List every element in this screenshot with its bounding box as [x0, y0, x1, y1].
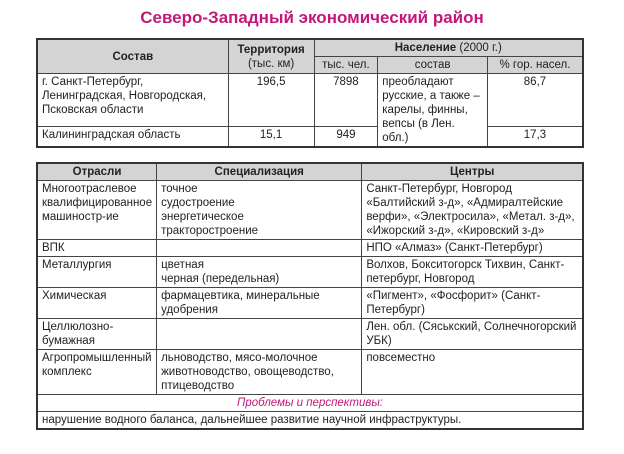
spec-line: тракторостроение [161, 225, 259, 237]
table-row [37, 74, 583, 127]
centers-cell: повсеместно [362, 350, 583, 395]
spec-line: судостроение [161, 197, 235, 209]
header-territory-unit: (тыс. км) [247, 57, 295, 70]
spec-cell: фармацевтика, минеральные удобрения [157, 288, 362, 319]
row-population: 949 [314, 126, 378, 147]
spec-cell [157, 319, 362, 350]
header-population-label: Население [394, 42, 457, 54]
page-title: Северо-Западный экономический район [140, 8, 484, 27]
branch-cell: Металлургия [37, 257, 157, 288]
problems-label: Проблемы и перспективы: [37, 395, 583, 412]
table-row [37, 350, 583, 395]
header-population-year: (2000 г.) [459, 42, 502, 54]
table-row [37, 181, 583, 240]
table-row [37, 257, 583, 288]
centers-cell: Лен. обл. (Сяськский, Солнечногорский УБК) [362, 319, 583, 350]
table-row [37, 126, 583, 147]
industry-table [36, 162, 584, 430]
row-name: Калининградская область [37, 126, 228, 147]
centers-cell: Волхов, Бокситогорск Тихвин, Санкт-петербург, Новгород [362, 257, 583, 288]
centers-cell: «Пигмент», «Фосфорит» (Санкт-Петербург) [362, 288, 583, 319]
row-urban: 86,7 [487, 74, 583, 127]
centers-cell: Санкт-Петербург, Новгород «Балтийский з-д», «Адмиралтейские верфи», «Электросила», «Метал. з-д», «Ижорский з-д», «Кировский з-д» [362, 181, 583, 240]
spec-line: точное [161, 183, 198, 195]
row-population: 7898 [314, 74, 378, 127]
centers-cell: НПО «Алмаз» (Санкт-Петербург) [362, 240, 583, 257]
branch-cell: Многоотраслевое квалифицированное машиностр-ие [37, 181, 157, 240]
table-row [37, 288, 583, 319]
spec-cell [157, 257, 362, 288]
branch-cell: Агропромышленный комплекс [37, 350, 157, 395]
spec-line: энергетическое [161, 211, 244, 223]
spec-cell [157, 181, 362, 240]
header-territory [228, 39, 314, 74]
branch-cell: ВПК [37, 240, 157, 257]
branch-cell: Химическая [37, 288, 157, 319]
table-row [37, 240, 583, 257]
row-territory: 196,5 [228, 74, 314, 127]
spec-cell: льноводство, мясо-молочное животноводство, овощеводство, птицеводство [157, 350, 362, 395]
spec-line: цветная [161, 259, 204, 271]
header-urban: % гор. насел. [487, 57, 583, 74]
row-urban: 17,3 [487, 126, 583, 147]
header-population [314, 39, 583, 57]
spec-cell [157, 240, 362, 257]
header-specialization: Специализация [157, 163, 362, 181]
problems-text: нарушение водного баланса, дальнейшее развитие научной инфраструктуры. [37, 412, 583, 430]
row-name: г. Санкт-Петербург, Ленинградская, Новгородская, Псковская области [37, 74, 228, 127]
header-composition: состав [378, 57, 488, 74]
branch-cell: Целлюлозно-бумажная [37, 319, 157, 350]
spec-line: черная (передельная) [161, 273, 280, 285]
header-centers: Центры [362, 163, 583, 181]
row-territory: 15,1 [228, 126, 314, 147]
header-sostav: Состав [37, 39, 228, 74]
header-branches: Отрасли [37, 163, 157, 181]
row-composition: преобладают русские, а также – карелы, финны, вепсы (в Лен. обл.) [378, 74, 488, 148]
header-thous: тыс. чел. [314, 57, 378, 74]
header-territory-label: Территория [237, 43, 305, 56]
region-composition-table [36, 38, 584, 148]
table-row [37, 319, 583, 350]
